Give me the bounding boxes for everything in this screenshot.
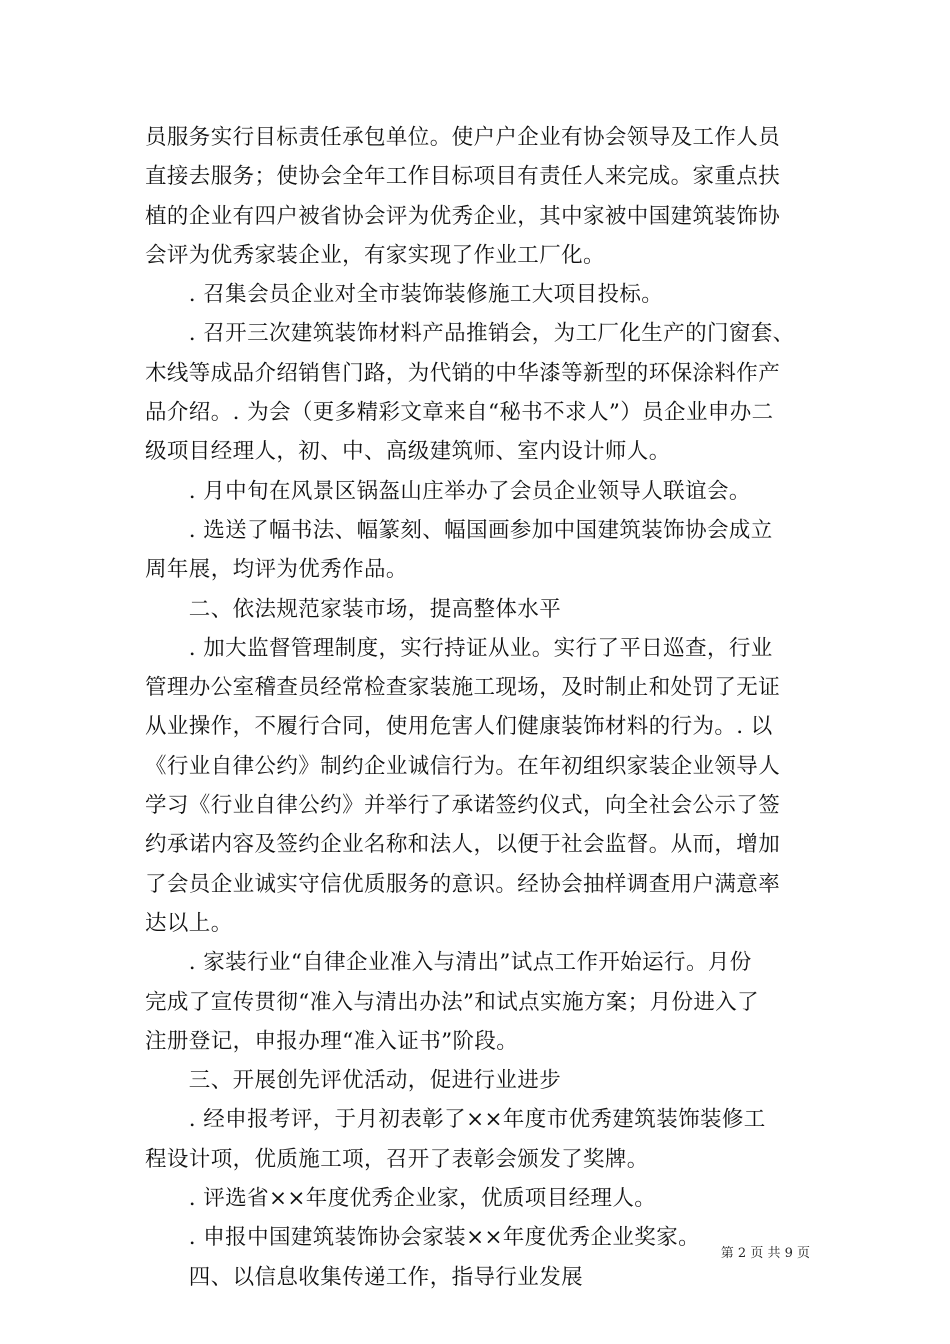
section-heading: 二、依法规范家装市场，提高整体水平 (145, 596, 562, 622)
section-heading: 三、开展创先评优活动，促进行业进步 (145, 1068, 562, 1094)
text-line: 《行业自律公约》制约企业诚信行为。在年初组织家装企业领导人 (145, 753, 781, 779)
text-line: 达以上。 (145, 910, 233, 936)
text-line: 木线等成品介绍销售门路，为代销的中华漆等新型的环保涂料作产 (145, 360, 781, 386)
text-line: . 选送了幅书法、幅篆刻、幅国画参加中国建筑装饰协会成立 (145, 517, 773, 543)
document-body (145, 118, 810, 1297)
text-line: . 月中旬在风景区锅盔山庄举办了会员企业领导人联谊会。 (145, 478, 751, 504)
text-line: . 召集会员企业对全市装饰装修施工大项目投标。 (145, 282, 664, 308)
page-number-footer: 第 2 页 共 9 页 (720, 1246, 810, 1261)
text-line: . 家装行业“自律企业准入与清出”试点工作开始运行。月份 (145, 950, 752, 976)
text-line: 程设计项，优质施工项，召开了表彰会颁发了奖牌。 (145, 1146, 649, 1172)
text-line: . 评选省××年度优秀企业家，优质项目经理人。 (145, 1186, 657, 1212)
text-line: 约承诺内容及签约企业名称和法人，以便于社会监督。从而，增加 (145, 832, 781, 858)
text-line: . 加大监督管理制度，实行持证从业。实行了平日巡查，行业 (145, 635, 773, 661)
text-line: 会评为优秀家装企业，有家实现了作业工厂化。 (145, 242, 605, 268)
text-line: 员服务实行目标责任承包单位。使户户企业有协会领导及工作人员 (145, 125, 781, 150)
text-line: 从业操作，不履行合同，使用危害人们健康装饰材料的行为。. 以 (145, 714, 773, 740)
text-line: 品介绍。. 为会（更多精彩文章来自“秘书不求人”）员企业申办二 (145, 400, 774, 426)
text-line: 级项目经理人，初、中、高级建筑师、室内设计师人。 (145, 439, 671, 465)
text-line: 了会员企业诚实守信优质服务的意识。经协会抽样调查用户满意率 (145, 871, 781, 897)
text-line: . 经申报考评，于月初表彰了××年度市优秀建筑装饰装修工 (145, 1107, 766, 1133)
text-line: 管理办公室稽查员经常检查家装施工现场，及时制止和处罚了无证 (145, 675, 781, 701)
text-line: 周年展，均评为优秀作品。 (145, 557, 408, 583)
text-line: . 召开三次建筑装饰材料产品推销会，为工厂化生产的门窗套、 (145, 321, 795, 347)
text-line: 直接去服务；使协会全年工作目标项目有责任人来完成。家重点扶 (145, 164, 781, 190)
section-heading: 四、以信息收集传递工作，指导行业发展 (145, 1264, 584, 1290)
text-line: 完成了宣传贯彻“准入与清出办法”和试点实施方案；月份进入了 (145, 989, 760, 1015)
text-line: 学习《行业自律公约》并举行了承诺签约仪式，向全社会公示了签 (145, 793, 781, 819)
text-line: 植的企业有四户被省协会评为优秀企业，其中家被中国建筑装饰协 (145, 203, 781, 229)
text-line: 注册登记，申报办理“准入证书”阶段。 (145, 1028, 519, 1054)
text-line: . 申报中国建筑装饰协会家装××年度优秀企业奖家。 (145, 1225, 701, 1251)
